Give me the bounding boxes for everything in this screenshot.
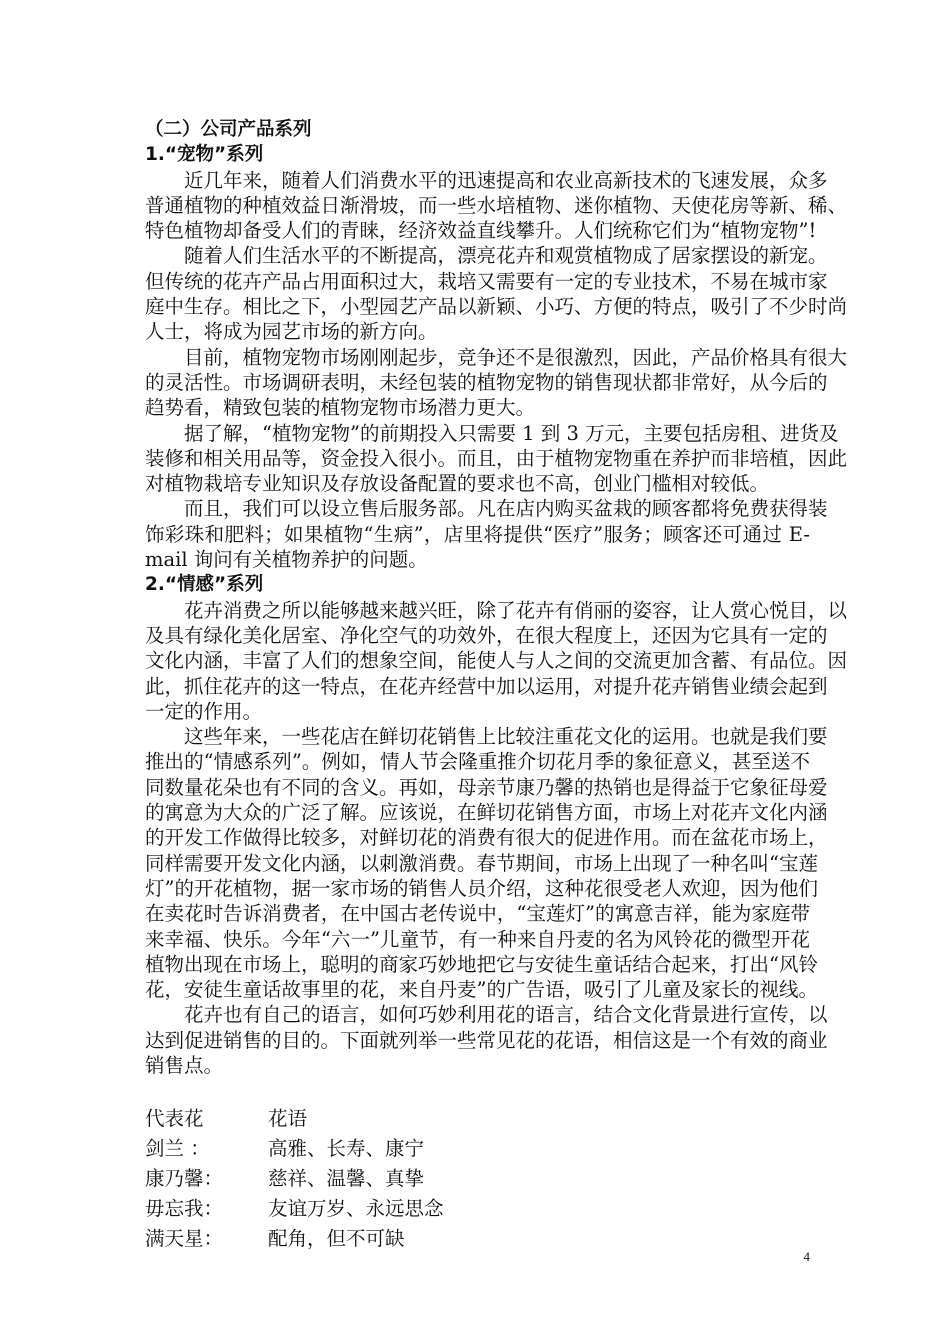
- text-line: 对植物栽培专业知识及存放设备配置的要求也不高，创业门槛相对较低。: [145, 472, 770, 496]
- page-number: 4: [803, 1249, 810, 1264]
- series-2-heading: 2.“情感”系列: [145, 574, 264, 596]
- flower-meaning: 配角，但不可缺: [268, 1226, 405, 1250]
- text-line: 这些年来，一些花店在鲜切花销售上比较注重花文化的运用。也就是我们要: [184, 725, 828, 749]
- flower-name: 康乃馨：: [145, 1166, 224, 1190]
- series-2-paragraph-1: [145, 598, 848, 724]
- text-line: 饰彩珠和肥料；如果植物“生病”，店里将提供“医疗”服务；顾客还可通过 E-: [145, 522, 810, 546]
- text-line: 据了解，“植物宠物”的前期投入只需要 1 到 3 万元，主要包括房租、进货及: [184, 421, 839, 445]
- section-title: （二）公司产品系列: [145, 119, 312, 140]
- flower-meaning: 友谊万岁、永远思念: [268, 1196, 444, 1220]
- text-line: 人士，将成为园艺市场的新方向。: [145, 320, 438, 344]
- document-page: [145, 117, 848, 1254]
- text-line: 此，抓住花卉的这一特点，在花卉经营中加以运用，对提升花卉销售业绩会起到: [145, 674, 828, 698]
- text-line: 近几年来，随着人们消费水平的迅速提高和农业高新技术的飞速发展，众多: [184, 168, 828, 192]
- text-line: 推出的“情感系列”。例如，情人节会隆重推介切花月季的象征意义，甚至送不: [145, 750, 810, 774]
- series-1-paragraph-5: [145, 496, 828, 572]
- text-line: 但传统的花卉产品占用面积过大，栽培又需要有一定的专业技术，不易在城市家: [145, 269, 828, 293]
- table-header: [145, 1104, 810, 1134]
- series-2-paragraph-3: [145, 1002, 828, 1078]
- table-row: [145, 1224, 810, 1254]
- series-1-paragraph-3: [145, 345, 848, 421]
- text-line: 达到促进销售的目的。下面就列举一些常见花的花语，相信这是一个有效的商业: [145, 1028, 828, 1052]
- text-line: 目前，植物宠物市场刚刚起步，竞争还不是很激烈，因此，产品价格具有很大: [184, 345, 848, 369]
- series-1-paragraph-2: [145, 243, 848, 344]
- flower-meaning: 慈祥、温馨、真挚: [268, 1166, 425, 1190]
- text-line: 花卉消费之所以能够越来越兴旺，除了花卉有俏丽的姿容，让人赏心悦目，以: [184, 598, 848, 622]
- series-1-paragraph-1: [145, 168, 848, 244]
- table-row: [145, 1194, 810, 1224]
- flower-name: 毋忘我：: [145, 1196, 224, 1220]
- text-line: 文化内涵，丰富了人们的想象空间，能使人与人之间的交流更加含蓄、有品位。因: [145, 649, 848, 673]
- text-line: 来幸福、快乐。今年“六一”儿童节，有一种来自丹麦的名为风铃花的微型开花: [145, 927, 810, 951]
- text-line: 灯”的开花植物，据一家市场的销售人员介绍，这种花很受老人欢迎，因为他们: [145, 876, 818, 900]
- text-line: 植物出现在市场上，聪明的商家巧妙地把它与安徒生童话结合起来，打出“风铃: [145, 952, 818, 976]
- series-2-paragraph-2: [145, 724, 828, 1002]
- text-line: 庭中生存。相比之下，小型园艺产品以新颖、小巧、方便的特点，吸引了不少时尚: [145, 295, 848, 319]
- text-line: 花，安徒生童话故事里的花，来自丹麦”的广告语，吸引了儿童及家长的视线。: [145, 978, 818, 1002]
- text-line: 一定的作用。: [145, 699, 263, 723]
- text-line: mail 询问有关植物养护的问题。: [145, 548, 428, 572]
- text-line: 随着人们生活水平的不断提高，漂亮花卉和观赏植物成了居家摆设的新宠。: [184, 244, 828, 268]
- text-line: 花卉也有自己的语言，如何巧妙利用花的语言，结合文化背景进行宣传，以: [184, 1003, 828, 1027]
- text-line: 及具有绿化美化居室、净化空气的功效外，在很大程度上，还因为它具有一定的: [145, 623, 828, 647]
- series-1-heading: 1.“宠物”系列: [145, 144, 264, 166]
- text-line: 同样需要开发文化内涵，以刺激消费。春节期间，市场上出现了一种名叫“宝莲: [145, 851, 818, 875]
- text-line: 趋势看，精致包装的植物宠物市场潜力更大。: [145, 396, 536, 420]
- text-line: 普通植物的种植效益日渐滑坡，而一些水培植物、迷你植物、天使花房等新、稀、: [145, 193, 848, 217]
- text-line: 的寓意为大众的广泛了解。应该说，在鲜切花销售方面，市场上对花卉文化内涵: [145, 801, 828, 825]
- text-line: 特色植物却备受人们的青睐，经济效益直线攀升。人们统称它们为“植物宠物”!: [145, 219, 817, 243]
- header-meaning: 花语: [268, 1106, 308, 1130]
- text-line: 的开发工作做得比较多，对鲜切花的消费有很大的促进作用。而在盆花市场上，: [145, 826, 828, 850]
- text-line: 装修和相关用品等，资金投入很小。而且，由于植物宠物重在养护而非培植，因此: [145, 446, 848, 470]
- header-flower: 代表花: [145, 1106, 204, 1130]
- flower-meaning: 高雅、长寿、康宁: [268, 1136, 425, 1160]
- flower-name: 剑兰 ：: [145, 1136, 210, 1160]
- flower-language-table: [145, 1104, 810, 1254]
- text-line: 的灵活性。市场调研表明，未经包装的植物宠物的销售现状都非常好，从今后的: [145, 370, 828, 394]
- series-1-paragraph-4: [145, 421, 848, 497]
- table-row: [145, 1164, 810, 1194]
- text-line: 销售点。: [145, 1053, 224, 1077]
- text-line: 而且，我们可以设立售后服务部。凡在店内购买盆栽的顾客都将免费获得装: [184, 497, 828, 521]
- text-line: 同数量花朵也有不同的含义。再如，母亲节康乃馨的热销也是得益于它象征母爱: [145, 775, 828, 799]
- table-row: [145, 1134, 810, 1164]
- flower-name: 满天星：: [145, 1226, 224, 1250]
- text-line: 在卖花时告诉消费者，在中国古老传说中，“宝莲灯”的寓意吉祥，能为家庭带: [145, 902, 810, 926]
